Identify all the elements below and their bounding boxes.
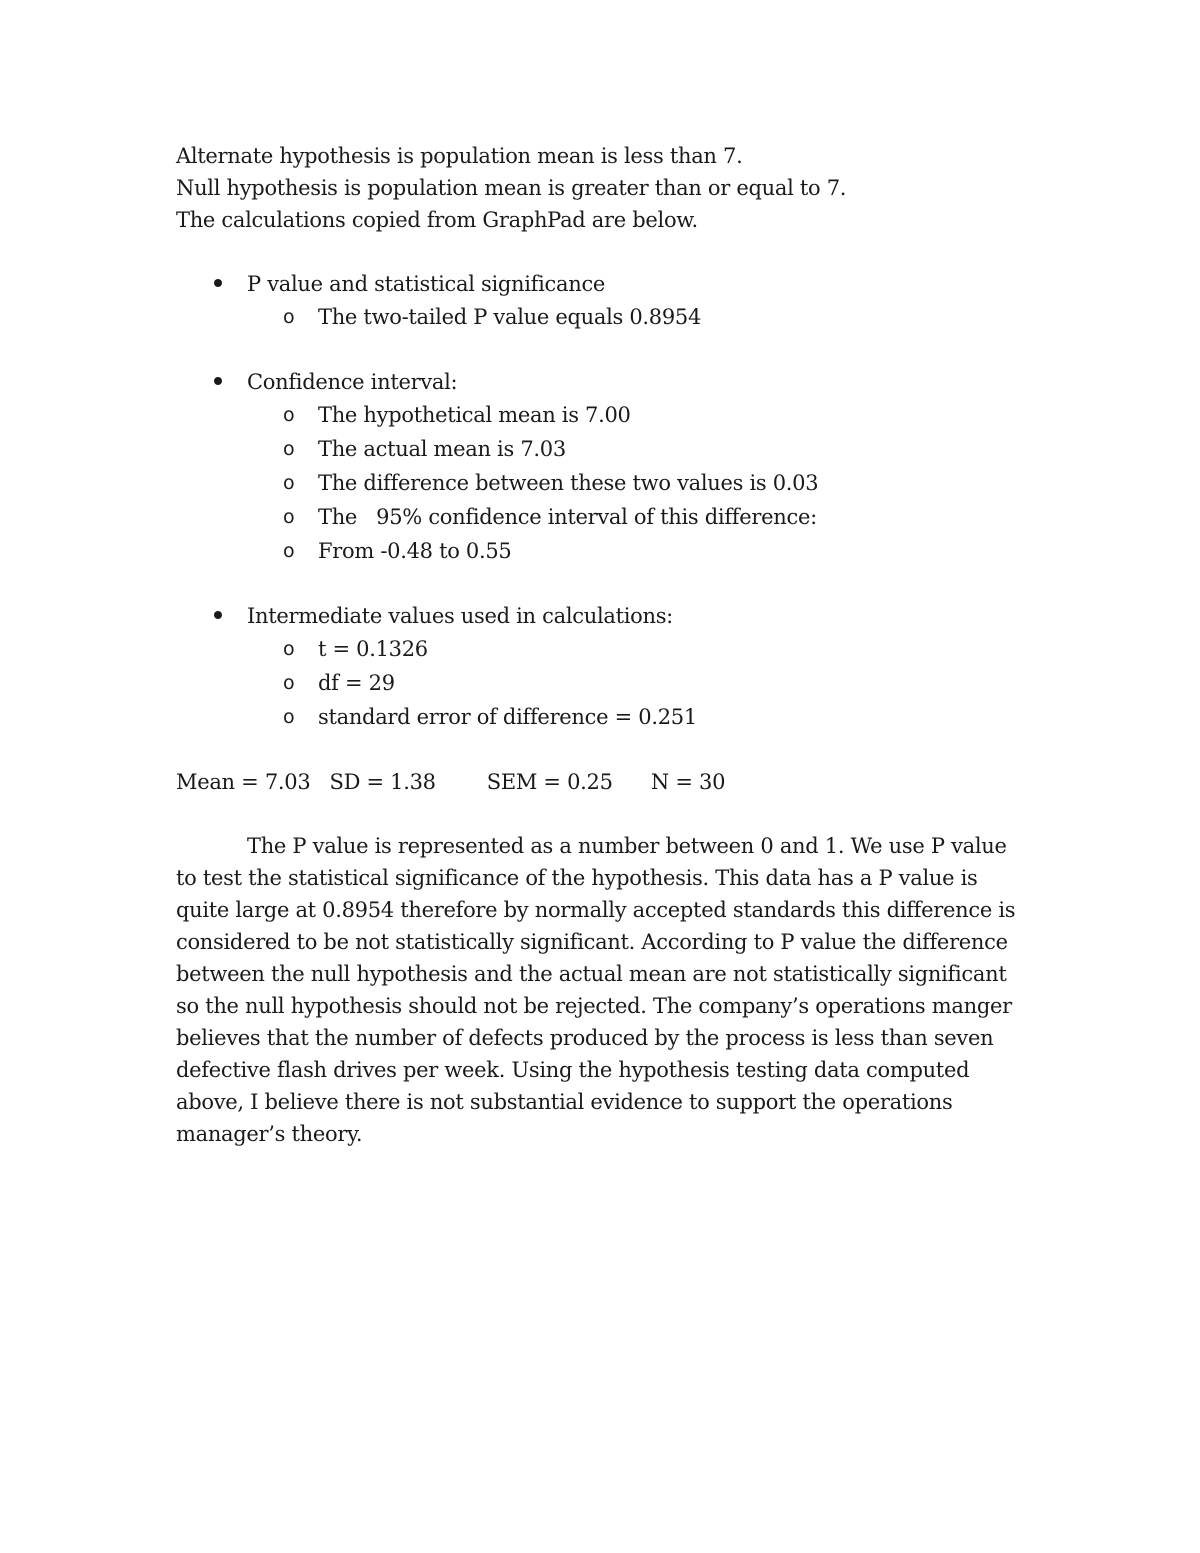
sub-bullet-icon: o [283, 404, 295, 426]
section-p-value [176, 268, 1036, 334]
list-item [176, 700, 1036, 734]
sub-item-text: standard error of difference = 0.251 [318, 705, 697, 729]
conclusion-paragraph: The P value is represented as a number between 0 and 1. We use P value to test the statistical significance of the hypothesis. This data has a P value is quite large at 0.8954 therefore by normally accepted standards this difference is considered to be not statistically significant. According to P value the difference between the null hypothesis and the actual mean are not statistically significant so the null hypothesis should not be rejected. The company’s operations manger believes that the number of defects produced by the process is less than seven defective flash drives per week. Using the hypothesis testing data computed above, I believe there is not substantial evidence to support the operations manager’s theory. [176, 834, 1016, 1146]
list-item [176, 268, 1036, 300]
sub-item-text: The difference between these two values is 0.03 [318, 471, 819, 495]
spacer [176, 334, 1036, 366]
bullet-icon [214, 377, 222, 385]
null-hypothesis: Null hypothesis is population mean is greater than or equal to 7. [176, 176, 847, 200]
list-item [176, 632, 1036, 666]
sub-bullet-icon: o [283, 706, 295, 728]
section-heading: P value and statistical significance [247, 272, 606, 296]
spacer [176, 734, 1036, 766]
list-item [176, 534, 1036, 568]
list-item [176, 398, 1036, 432]
bullet-icon [214, 611, 222, 619]
section-heading: Confidence interval: [247, 370, 458, 394]
list-item [176, 500, 1036, 534]
sub-bullet-icon: o [283, 540, 295, 562]
section-heading: Intermediate values used in calculations: [247, 604, 673, 628]
sub-bullet-icon: o [283, 638, 295, 660]
list-item [176, 432, 1036, 466]
document-body [176, 140, 1036, 1150]
bullet-icon [214, 279, 222, 287]
sub-item-text: The 95% confidence interval of this difference: [318, 505, 817, 529]
summary-statistics: Mean = 7.03 SD = 1.38 SEM = 0.25 N = 30 [176, 770, 726, 794]
sub-bullet-icon: o [283, 472, 295, 494]
section-intermediate-values [176, 600, 1036, 734]
sub-item-text: From -0.48 to 0.55 [318, 539, 512, 563]
list-item [176, 666, 1036, 700]
section-confidence-interval [176, 366, 1036, 568]
sub-item-text: The hypothetical mean is 7.00 [318, 403, 631, 427]
calculations-intro: The calculations copied from GraphPad are below. [176, 208, 698, 232]
list-item [176, 466, 1036, 500]
sub-bullet-icon: o [283, 438, 295, 460]
list-item [176, 300, 1036, 334]
spacer [176, 798, 1036, 830]
sub-bullet-icon: o [283, 306, 295, 328]
spacer [176, 568, 1036, 600]
list-item [176, 366, 1036, 398]
sub-bullet-icon: o [283, 672, 295, 694]
sub-item-text: The actual mean is 7.03 [318, 437, 566, 461]
sub-item-text: The two-tailed P value equals 0.8954 [318, 305, 702, 329]
sub-item-text: t = 0.1326 [318, 637, 428, 661]
spacer [176, 236, 1036, 268]
alternate-hypothesis: Alternate hypothesis is population mean is less than 7. [176, 144, 743, 168]
sub-item-text: df = 29 [318, 671, 395, 695]
list-item [176, 600, 1036, 632]
sub-bullet-icon: o [283, 506, 295, 528]
